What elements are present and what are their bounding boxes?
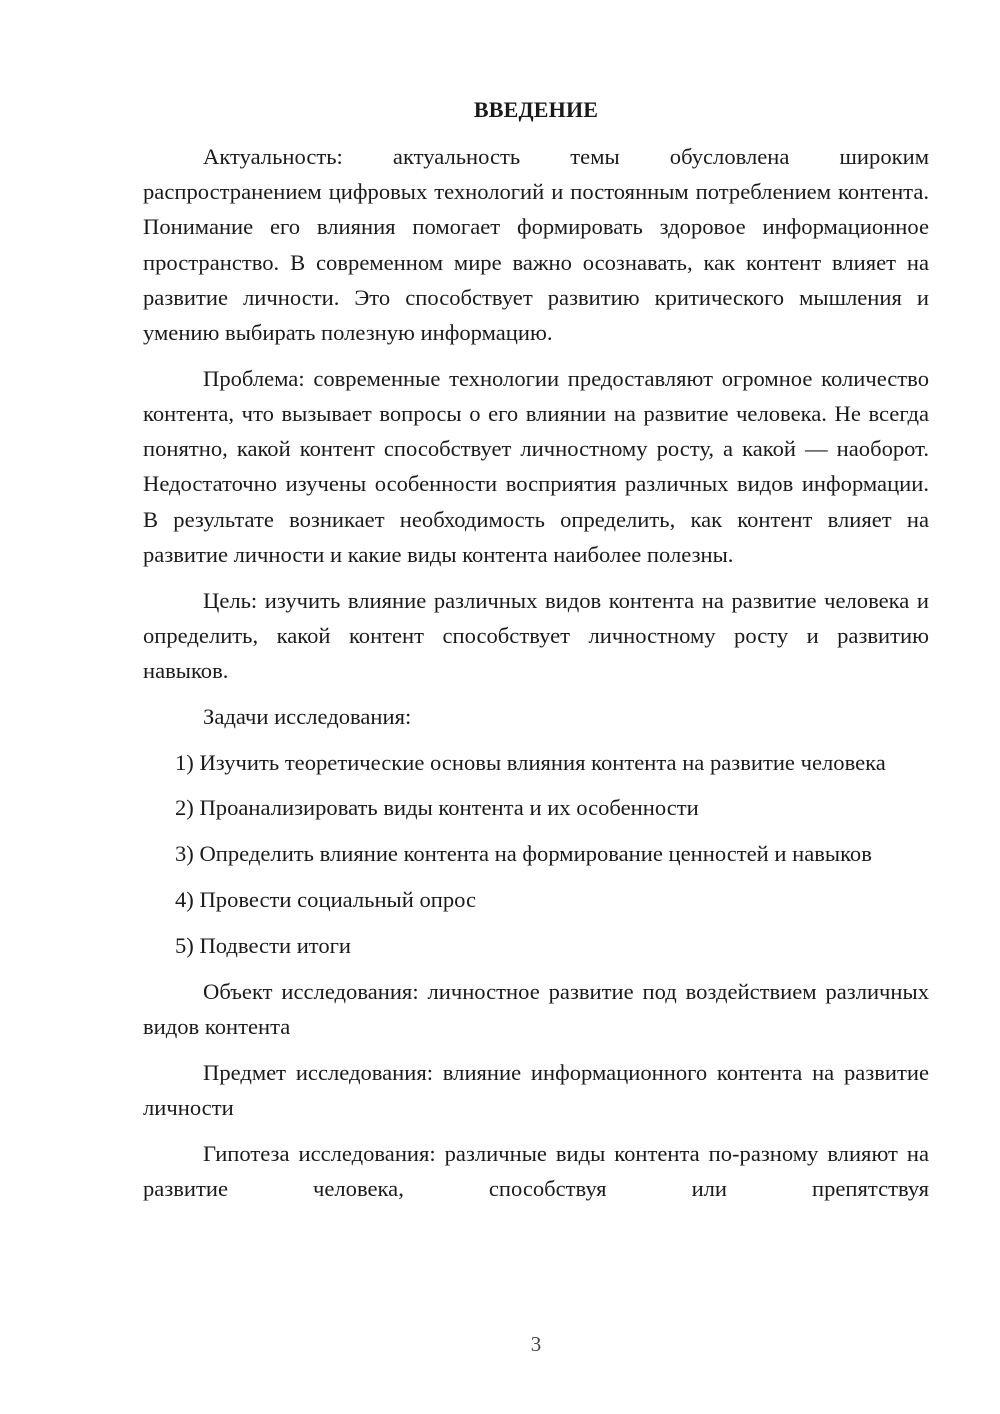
task-item-1: 1) Изучить теоретические основы влияния контента на развитие человека <box>175 749 886 775</box>
task-item-4: 4) Провести социальный опрос <box>175 887 477 913</box>
paragraph-goal: Цель: изучить влияние различных видов контента на развитие человека и определить, какой контент способствует личностному росту и развитию навыков. <box>143 587 929 684</box>
paragraph-relevance: Актуальность: актуальность темы обусловлена широким распространением цифровых технологий и постоянным потреблением контента. Понимание его влияния помогает формировать здоровое информационное пространство. В современном мире важно осознавать, как контент влияет на развитие личности. Это способствует развитию критического мышления и умению выбирать полезную информацию. <box>143 144 929 346</box>
task-item-2: 2) Проанализировать виды контента и их особенности <box>175 795 699 821</box>
paragraph-tasks-heading: Задачи исследования: <box>203 703 412 729</box>
document-body <box>143 92 929 1206</box>
paragraph-hypothesis: Гипотеза исследования: различные виды контента по-разному влияют на развитие человека, способствуя или препятствуя <box>143 1140 929 1201</box>
section-title: ВВЕДЕНИЕ <box>473 97 599 122</box>
page-number: 3 <box>530 1332 542 1356</box>
task-item-5: 5) Подвести итоги <box>175 932 352 958</box>
task-item-3: 3) Определить влияние контента на формирование ценностей и навыков <box>175 841 872 867</box>
paragraph-problem: Проблема: современные технологии предоставляют огромное количество контента, что вызывает вопросы о его влиянии на развитие человека. Не всегда понятно, какой контент способствует личностному росту, а какой — наоборот. Недостаточно изучены особенности восприятия различных видов информации. В результате возникает необходимость определить, как контент влияет на развитие личности и какие виды контента наиболее полезны. <box>143 365 929 567</box>
paragraph-subject: Предмет исследования: влияние информационного контента на развитие личности <box>143 1059 929 1120</box>
paragraph-object: Объект исследования: личностное развитие под воздействием различных видов контента <box>143 978 929 1039</box>
